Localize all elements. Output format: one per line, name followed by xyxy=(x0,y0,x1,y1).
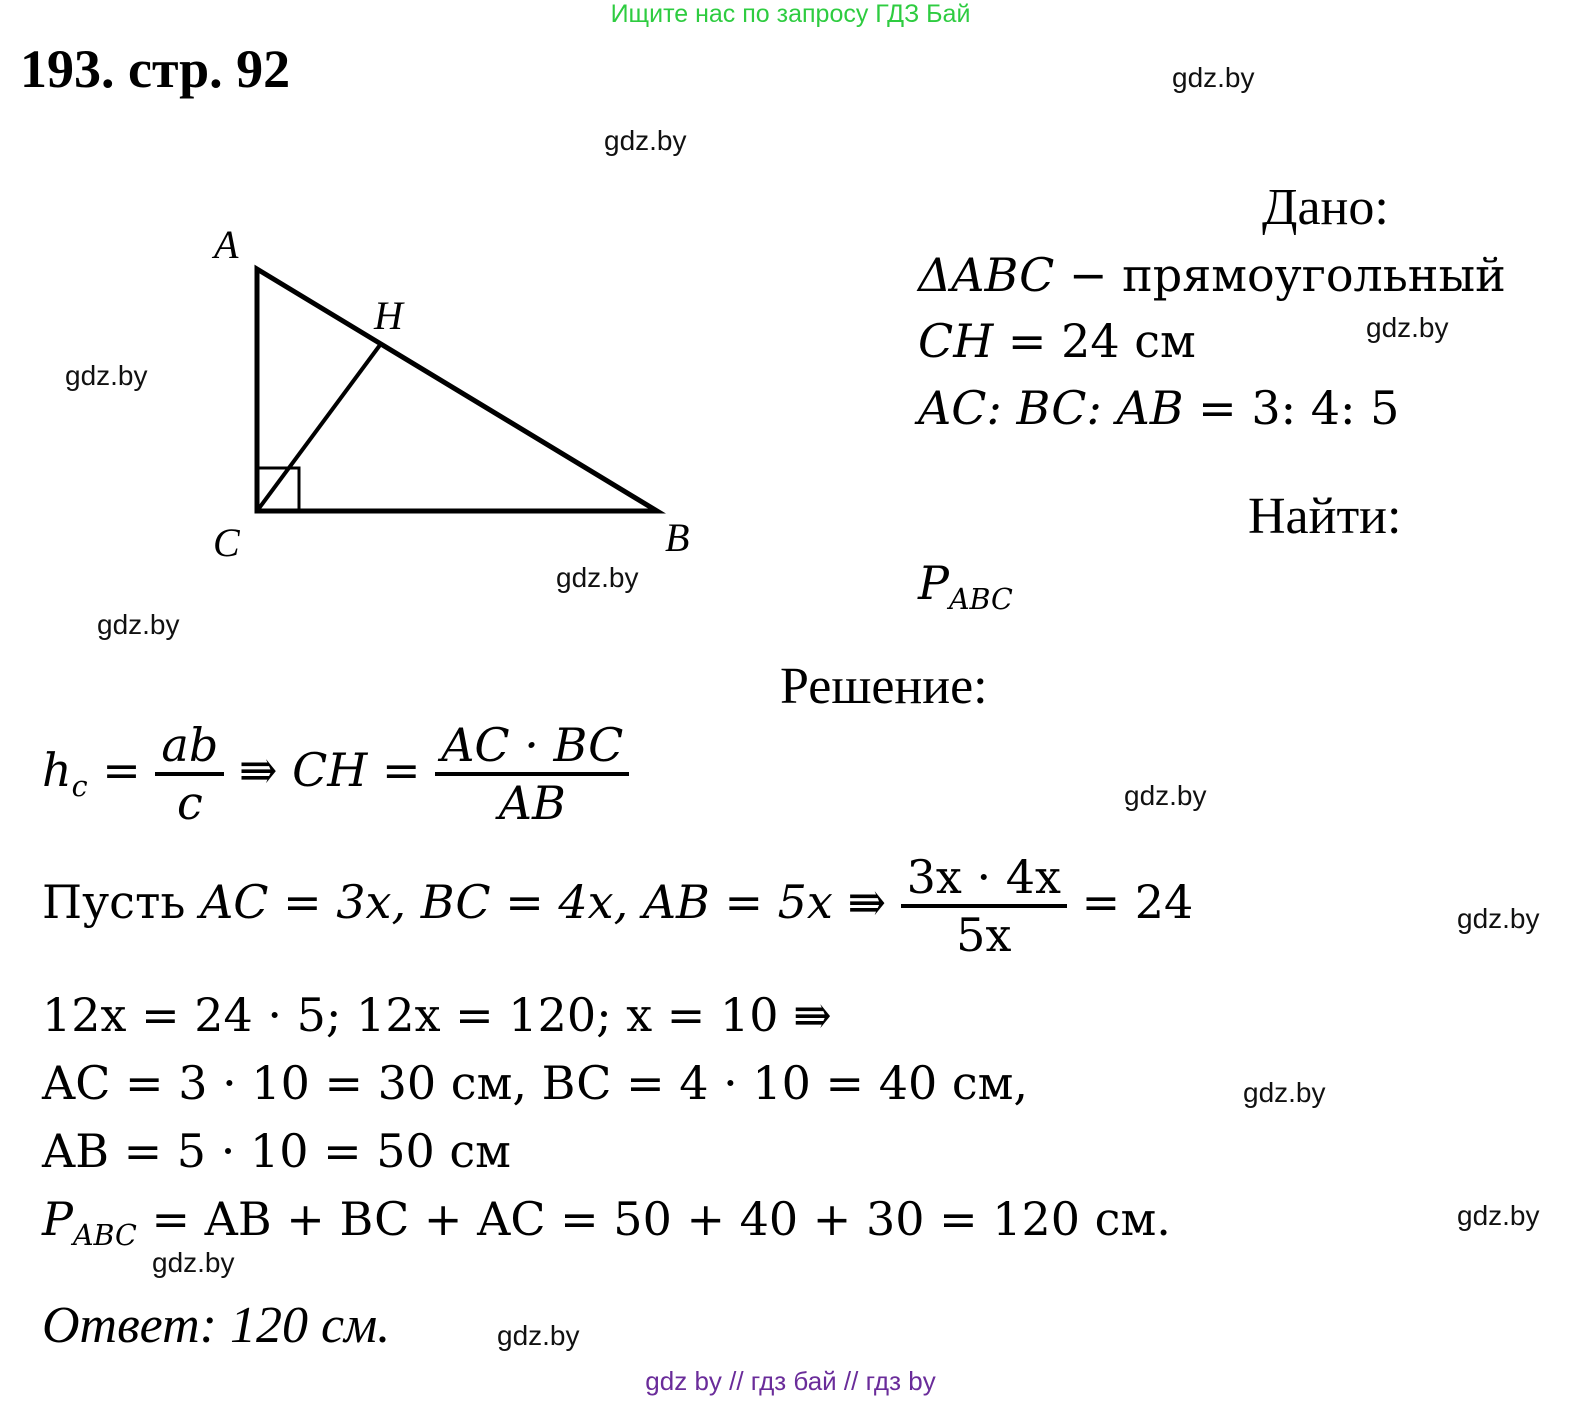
altitude-ch xyxy=(257,345,380,511)
triangle-figure xyxy=(200,215,720,575)
formula-eq-2: = xyxy=(367,743,436,797)
watermark: gdz.by xyxy=(1172,62,1255,93)
watermark: gdz.by xyxy=(1457,1200,1540,1231)
given-line-2-rest: = 24 см xyxy=(993,314,1196,368)
formula-lhs-main: h xyxy=(42,743,72,797)
footer-links[interactable]: gdz by // гдз бай // гдз by xyxy=(645,1366,936,1396)
formula-eq-1: = xyxy=(87,743,156,797)
fraction-ac-bc-over-ab xyxy=(435,718,629,830)
perimeter-rest: = AB + BC + AC = 50 + 40 + 30 = 120 см. xyxy=(136,1192,1171,1246)
watermark: gdz.by xyxy=(1243,1077,1326,1108)
let-implies: ⇛ xyxy=(832,875,901,929)
solution-heading: Решение: xyxy=(780,658,988,715)
fraction-3x4x-over-5x xyxy=(901,850,1067,962)
formula-implies: ⇛ xyxy=(238,743,293,797)
formula-mid: CH xyxy=(292,743,368,797)
fraction-numerator: AC · BC xyxy=(441,718,624,772)
given-line-3-math: AC: BC: AB xyxy=(918,381,1184,435)
perimeter-sub: ABC xyxy=(72,1219,137,1253)
given-line-2 xyxy=(918,314,1196,368)
solution-line-3: 12x = 24 · 5; 12x = 120; x = 10 ⇛ xyxy=(42,988,832,1042)
fraction-denominator: 5x xyxy=(956,908,1012,962)
watermark: gdz.by xyxy=(1124,780,1207,811)
watermark: gdz.by xyxy=(556,562,639,593)
watermark: gdz.by xyxy=(97,609,180,640)
triangle-abc xyxy=(257,269,657,511)
given-heading: Дано: xyxy=(1262,179,1389,236)
vertex-b-label: B xyxy=(665,515,690,560)
let-rhs: = 24 xyxy=(1081,875,1194,929)
page-title: 193. стр. 92 xyxy=(20,39,291,99)
find-heading: Найти: xyxy=(1248,488,1402,545)
answer: Ответ: 120 см. xyxy=(42,1297,391,1354)
solution-line-4: AC = 3 · 10 = 30 см, BC = 4 · 10 = 40 см, xyxy=(42,1056,1029,1110)
given-line-1-math: ΔABC xyxy=(918,248,1055,302)
find-main: P xyxy=(918,556,949,610)
vertex-c-label: C xyxy=(213,520,240,565)
given-line-3 xyxy=(918,381,1399,435)
point-h-label: H xyxy=(374,293,403,338)
watermark: gdz.by xyxy=(65,360,148,391)
perimeter-main: P xyxy=(42,1192,73,1246)
find-value xyxy=(918,556,1013,616)
formula-line xyxy=(42,718,629,830)
fraction-denominator: c xyxy=(176,776,203,830)
vertex-a-label: A xyxy=(214,222,239,267)
perimeter-line xyxy=(42,1192,1171,1252)
watermark: gdz.by xyxy=(1457,903,1540,934)
given-line-1 xyxy=(918,248,1506,302)
let-expr: AC = 3x, BC = 4x, AB = 5x xyxy=(200,875,833,929)
watermark: gdz.by xyxy=(497,1320,580,1351)
fraction-ab-over-c xyxy=(155,718,224,830)
fraction-denominator: AB xyxy=(498,776,566,830)
top-banner: Ищите нас по запросу ГДЗ Бай xyxy=(610,0,971,28)
given-line-1-text: − прямоугольный xyxy=(1054,248,1506,302)
find-sub: ABC xyxy=(948,583,1013,617)
let-word: Пусть xyxy=(42,875,201,929)
formula-lhs-sub: c xyxy=(71,770,88,804)
given-line-2-math: CH xyxy=(918,314,994,368)
solution-line-5: AB = 5 · 10 = 50 см xyxy=(42,1124,511,1178)
fraction-numerator: ab xyxy=(161,718,219,772)
watermark: gdz.by xyxy=(1366,312,1449,343)
let-line xyxy=(42,850,1193,962)
watermark: gdz.by xyxy=(604,125,687,156)
watermark: gdz.by xyxy=(152,1247,235,1278)
given-line-3-rest: = 3: 4: 5 xyxy=(1183,381,1400,435)
fraction-numerator: 3x · 4x xyxy=(906,850,1061,904)
